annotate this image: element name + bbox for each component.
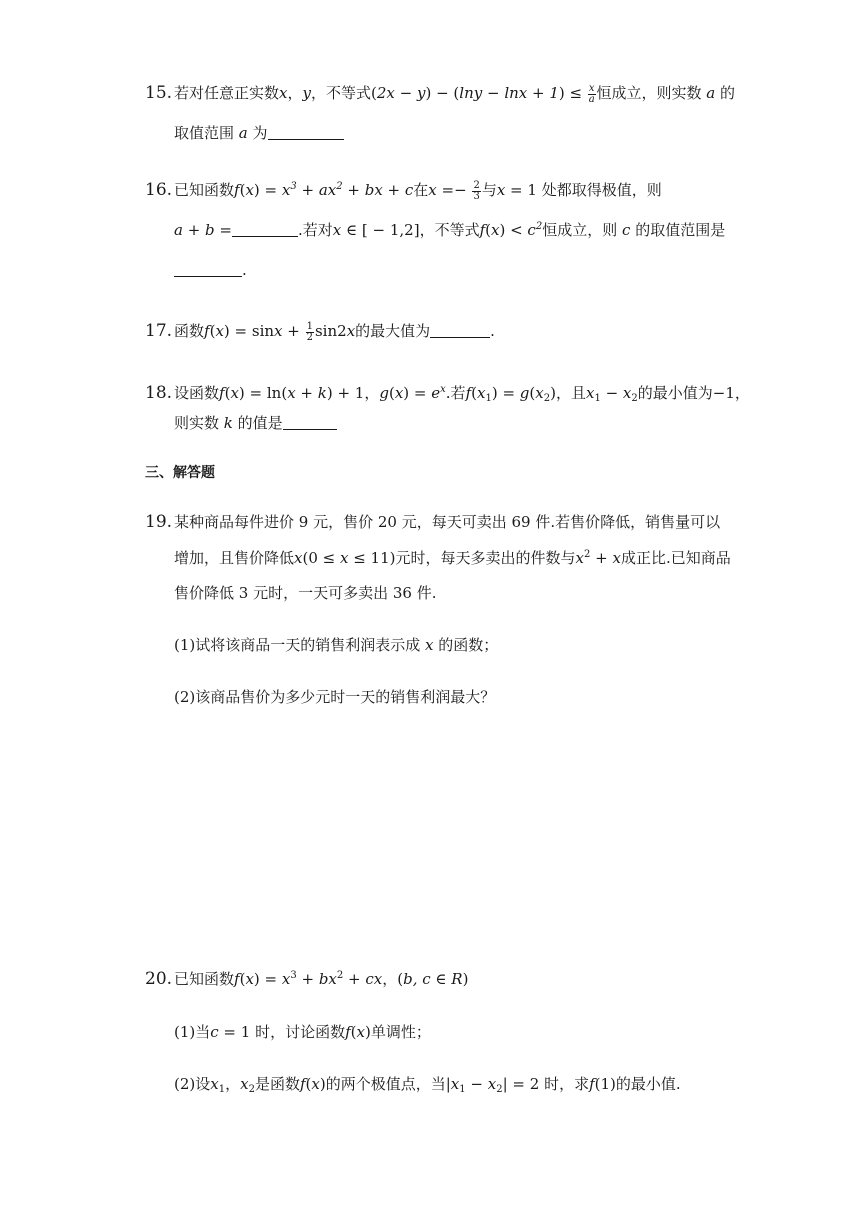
q15-line-1: 若对任意正实数x，y，不等式(2x − y) − (lny − lnx + 1) ≤ $\frac{x}{a}$ 恒成立，则实数 a 的: [174, 82, 736, 105]
answer-blank: [430, 323, 490, 338]
q19-line-2: 增加，且售价降低x(0 ≤ x ≤ 11)元时，每天多卖出的件数与$x^2 + x$成正比.已知商品: [174, 549, 731, 567]
q19-line-3: 售价降低 3 元时，一天可多卖出 36 件.: [174, 584, 437, 602]
answer-blank: [283, 415, 337, 430]
q17-number: 17.: [145, 321, 173, 341]
q20-part-2: (2)设$x_1$，$x_2$是函数f(x)的两个极值点，当$|x_1 - x_2| = 2$ 时，求f(1)的最小值.: [174, 1075, 681, 1095]
q18-line-1: 设函数f(x) = ln(x + k) + 1，$g(x) = e^x$.若$f(x_1) = g(x_2)$，且$x_1 - x_2$的最小值为−1，: [174, 384, 750, 404]
q19-part-1: (1)试将该商品一天的销售利润表示成 x 的函数；: [174, 636, 499, 654]
q16-number: 16.: [145, 180, 173, 200]
q16-line-3: .: [174, 259, 247, 281]
q15-inequality: (2x − y) − (lny − lnx + 1) ≤ $\frac{x}{a}$: [371, 82, 595, 105]
q20-number: 20.: [145, 969, 173, 989]
answer-blank: [268, 125, 344, 140]
q18-line-2: 则实数 k 的值是: [174, 412, 337, 434]
q20-line-1: 已知函数$f(x) = x^3 + bx^2$ + cx，(b, c ∈ R): [174, 970, 469, 988]
q16-line-2: a + b = .若对x ∈ [ − 1,2]，不等式$f(x) < c^2$恒成立，则 c 的取值范围是: [174, 221, 726, 239]
section-heading: 三、解答题: [145, 465, 215, 481]
q16-line-1: 已知函数$f(x) = x^3 + ax^2$ + bx + c在x =− $\frac{2}{3}$ 与x = 1 处都取得极值，则: [174, 179, 662, 202]
answer-blank: [232, 222, 298, 237]
q19-line-1: 某种商品每件进价 9 元，售价 20 元，每天可卖出 69 件.若售价降低，销售量可以: [174, 513, 721, 531]
q15-line-2: 取值范围 a 为: [174, 122, 344, 144]
q17-line-1: 函数f(x) = sinx + $\frac{1}{2}$ sin2x的最大值为 .: [174, 320, 495, 343]
q15-number: 15.: [145, 83, 173, 103]
q19-part-2: (2)该商品售价为多少元时一天的销售利润最大？: [174, 688, 496, 706]
q18-number: 18.: [145, 383, 173, 403]
q19-number: 19.: [145, 512, 173, 532]
answer-blank: [174, 262, 242, 277]
q20-part-1: (1)当c = 1 时，讨论函数f(x)单调性；: [174, 1023, 431, 1041]
